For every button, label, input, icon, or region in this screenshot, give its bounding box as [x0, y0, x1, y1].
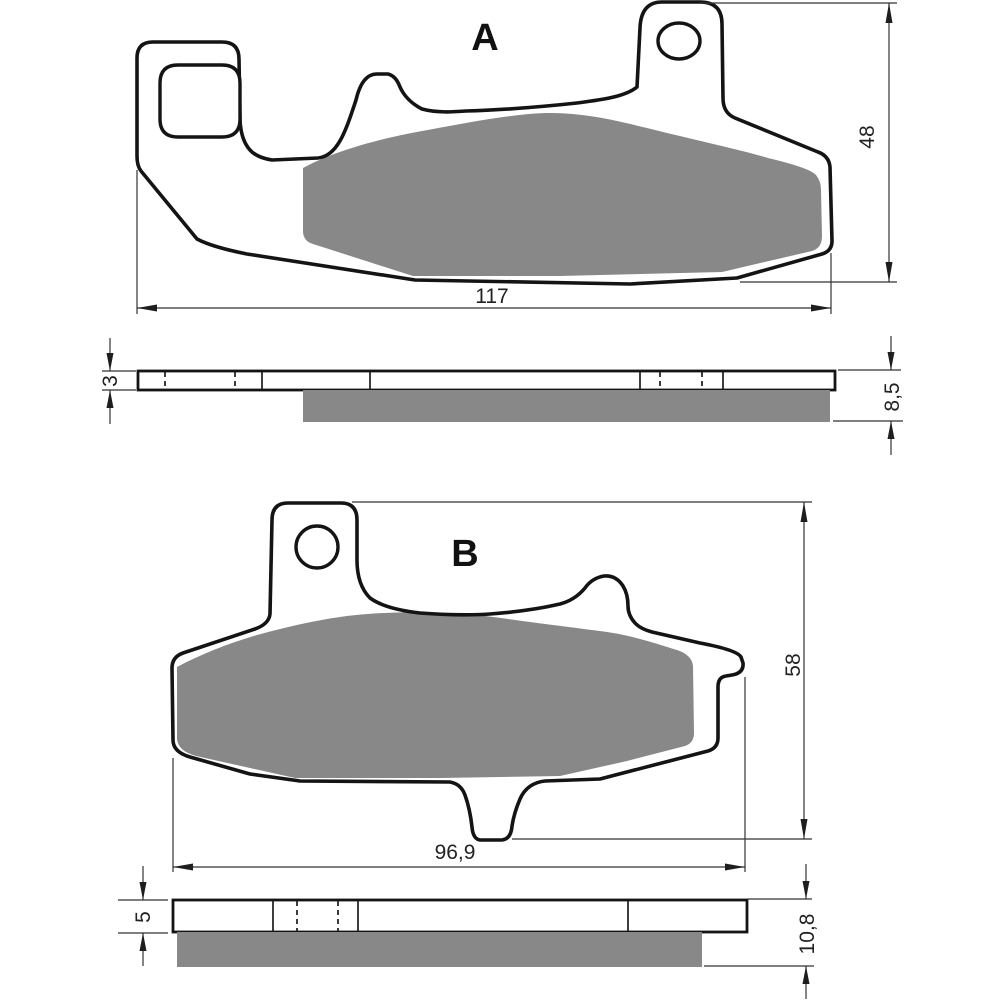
pad-a-square-mounting-hole: [160, 65, 240, 137]
pad-a-side-friction-material: [303, 390, 830, 422]
pad-a-front-view: [137, 2, 832, 284]
dim-arrowhead-down: [801, 819, 808, 839]
pad-a-round-mounting-hole: [658, 23, 700, 59]
pad-a-label: A: [471, 17, 499, 59]
pad-a-side-view: [138, 371, 835, 422]
dim-arrowhead-right: [725, 864, 745, 871]
pad-a-side-backplate: [138, 371, 835, 390]
pad-a-total-thickness-value: 8,5: [881, 382, 904, 412]
dim-arrowhead-down: [107, 353, 114, 371]
dim-arrowhead-down: [886, 262, 893, 282]
pad-b-round-mounting-hole: [296, 526, 338, 568]
pad-b-friction-material: [177, 612, 694, 778]
dim-arrowhead-up: [888, 421, 895, 439]
pad-a-total-thickness-dimension: [833, 336, 904, 455]
pad-a-height-value: 48: [856, 125, 879, 149]
pad-b-front-view: [172, 503, 743, 840]
dim-arrowhead-up: [801, 502, 808, 522]
dim-arrowhead-up: [803, 966, 810, 984]
pad-b-width-value: 96,9: [434, 841, 476, 864]
pad-b-label: B: [451, 533, 479, 575]
pad-b-total-thickness-value: 10,8: [796, 913, 819, 955]
pad-b-side-backplate: [173, 900, 747, 932]
dim-arrowhead-down: [140, 882, 147, 900]
pad-a-plate-thickness-value: 3: [99, 375, 122, 387]
pad-b-height-value: 58: [782, 653, 805, 677]
pad-b-plate-thickness-dimension: [118, 866, 168, 966]
dim-arrowhead-right: [811, 305, 831, 312]
pad-b-side-friction-material: [177, 932, 702, 967]
pad-b-side-view: [173, 900, 747, 967]
dim-arrowhead-up: [886, 3, 893, 23]
dim-arrowhead-down: [803, 881, 810, 899]
pad-b-plate-thickness-value: 5: [132, 911, 155, 923]
dim-arrowhead-down: [888, 352, 895, 370]
dim-arrowhead-up: [107, 390, 114, 408]
dim-arrowhead-left: [137, 305, 157, 312]
dim-arrowhead-up: [140, 933, 147, 951]
dim-arrowhead-left: [173, 864, 193, 871]
pad-a-plate-thickness-dimension: [99, 338, 136, 424]
pad-a-width-value: 117: [475, 285, 509, 308]
